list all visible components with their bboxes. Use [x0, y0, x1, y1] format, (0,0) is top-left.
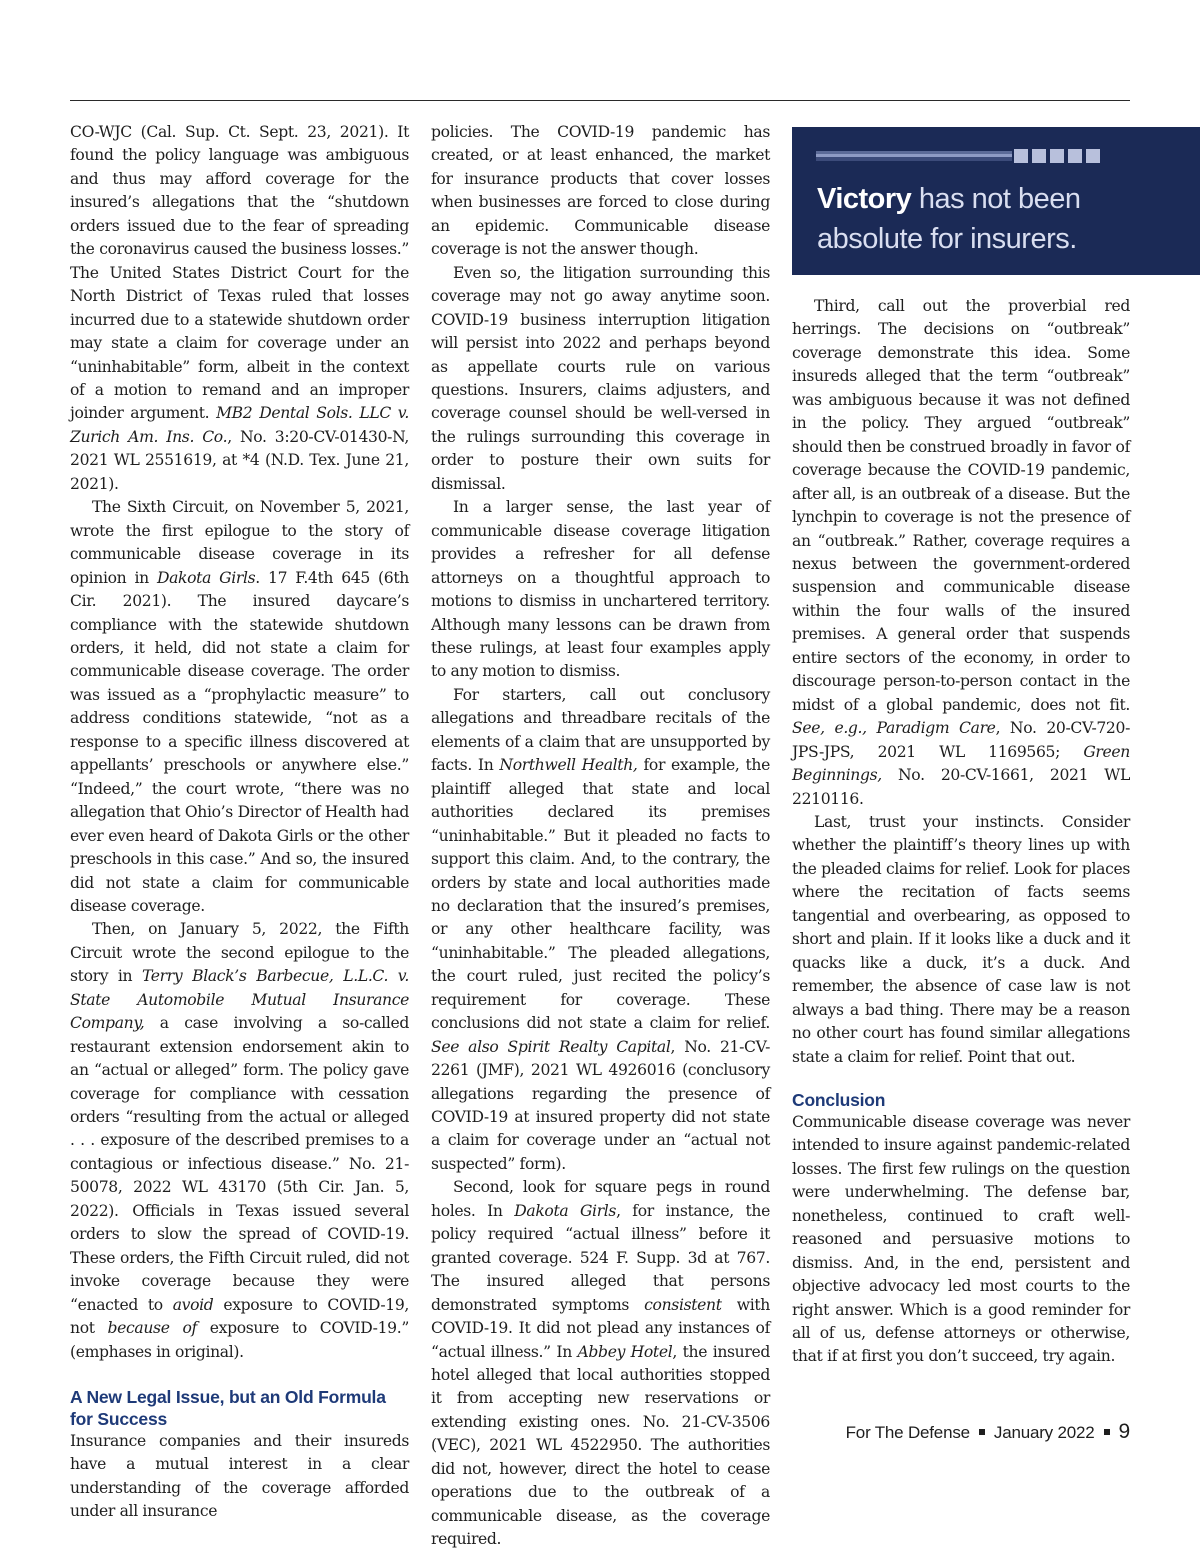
paragraph — [70, 1430, 409, 1524]
italic-text: MB2 Dental Sols. LLC v. Zurich Am. Ins. Co. — [70, 404, 410, 446]
italic-text: Terry Black’s Barbecue, L.L.C. v. State Automobile Mutual Insurance Company, — [70, 967, 410, 1033]
italic-text: See, e.g., Paradigm Care — [792, 719, 996, 738]
text-run: The Sixth Circuit, on November 5, 2021, wrote the first epilogue to the story of communicable disease coverage in its opinion in — [70, 498, 409, 587]
italic-text: avoid — [172, 1295, 214, 1314]
paragraph — [431, 121, 770, 262]
text-run: for example, the plaintiff alleged that state and local authorities declared its premises “uninhabitable.” But it pleaded no facts to support this claim. And, to the contrary, the orders by state and local authorities made no declaration that the insured’s premises, or any other healthcare facility, was “uninhabitable.” The pleaded allegations, the court ruled, just recited the policy’s requirement for coverage. These conclusions did not state a claim for relief. — [431, 756, 770, 1033]
paragraph — [70, 121, 409, 496]
text-run: Then, on January 5, 2022, the Fifth Circuit wrote the second epilogue to the story in — [70, 920, 409, 986]
text-run: exposure to COVID-19, not — [70, 1295, 409, 1338]
text-run: , No. 20-CV-720-JPS-JPS, 2021 WL 1169565; — [792, 719, 1130, 761]
italic-text: Green Beginnings, — [792, 742, 1130, 785]
page-footer — [846, 1420, 1130, 1444]
paragraph — [431, 684, 770, 1177]
pull-quote-squares — [1014, 149, 1100, 163]
column-3 — [792, 295, 1130, 1369]
text-run: CO-WJC (Cal. Sup. Ct. Sept. 23, 2021). It found the policy language was ambiguous and thus may afford coverage for the insured’s allegations that the “shutdown orders issued due to the fear of spreading the coronavirus caused the business losses.” The United States District Court for the North District of Texas ruled that losses incurred due to a statewide shutdown order may state a claim for coverage under an “uninhabitable” form, albeit in the context of a motion to remand and an improper joinder argument. — [70, 123, 409, 423]
italic-text: because of — [107, 1319, 197, 1338]
pull-quote — [792, 127, 1200, 275]
text-run: a case involving a so-called restaurant extension endorsement akin to an “actual or alleged” form. The policy gave coverage for compliance with cessation orders “resulting from the actual or alleged . . . exposure of the described premises to a contagious or infectious disease.” No. 21-50078, 2022 WL 43170 (5th Cir. Jan. 5, 2022). Officials in Texas issued several orders to slow the spread of COVID-19. These orders, the Fifth Circuit ruled, did not invoke coverage because they were “enacted to — [70, 1014, 409, 1314]
text-run: In a larger sense, the last year of communicable disease coverage litigation provides a refresher for all defense attorneys on a thoughtful approach to motions to dismiss in unchartered territory. Although many lessons can be drawn from these rulings, at least four examples apply to any motion to dismiss. — [431, 498, 770, 681]
italic-text: Abbey Hotel — [577, 1342, 673, 1361]
column-1 — [70, 121, 409, 1524]
section-heading: Conclusion — [792, 1089, 886, 1110]
pull-quote-text — [817, 179, 1187, 259]
page-number: 9 — [1118, 1420, 1130, 1443]
paragraph — [431, 1176, 770, 1551]
text-run: , the insured hotel alleged that local authorities stopped it from accepting new reservations or extending existing ones. No. 21-CV-3506 (VEC), 2021 WL 4522950. The authorities did not, however, direct the hotel to cease operations due to the outbreak of a communicable disease, as the coverage required. — [431, 1342, 770, 1549]
paragraph — [792, 295, 1130, 811]
text-run: Second, look for square pegs in round holes. In — [431, 1178, 770, 1220]
text-run: Third, call out the proverbial red herrings. The decisions on “outbreak” coverage demonstrate this idea. Some insureds alleged that the term “outbreak” was ambiguous because it was not defined in the policy. They argued “outbreak” should then be construed broadly in favor of coverage because the COVID-19 pandemic, after all, is an outbreak of a disease. But the lynchpin to coverage is not the presence of an “outbreak.” Rather, coverage requires a nexus between the government-ordered suspension and communicable disease within the four walls of the insured premises. A general order that suspends entire sectors of the economy, in order to discourage person-to-person contact in the midst of a global pandemic, does not fit. — [792, 297, 1130, 714]
bullet-separator — [1104, 1429, 1110, 1435]
text-run: exposure to COVID-19.” (emphases in original). — [70, 1319, 409, 1361]
pull-quote-bold: Victory — [817, 183, 912, 215]
paragraph — [70, 918, 409, 1364]
square — [1086, 149, 1100, 163]
pull-quote-bar — [816, 151, 1012, 161]
text-run: Insurance companies and their insureds have a mutual interest in a clear understanding of the coverage afforded under all insurance — [70, 1432, 409, 1521]
text-run: Last, trust your instincts. Consider whether the plaintiff’s theory lines up with the pleaded claims for relief. Look for places where the recitation of facts seems tangential and overbearing, as opposed to short and plain. If it looks like a duck and it quacks like a duck, it’s a duck. And remember, the absence of case law is not always a bad thing. There may be a reason no other court has found similar allegations state a claim for relief. Point that out. — [792, 812, 1130, 1066]
square — [1032, 149, 1046, 163]
text-run: policies. The COVID-19 pandemic has created, or at least enhanced, the market for insurance products that cover losses when businesses are forced to close during an epidemic. Communicable disease coverage is not the answer though. — [431, 123, 770, 259]
top-rule — [70, 100, 1130, 101]
text-run: , for instance, the policy required “actual illness” before it granted coverage. 524 F. Supp. 3d at 767. The insured alleged that persons demonstrated symptoms — [431, 1201, 770, 1314]
bullet-separator — [979, 1429, 985, 1435]
column-2 — [431, 121, 770, 1552]
paragraph — [792, 1111, 1130, 1369]
italic-text: Northwell Health, — [499, 756, 638, 775]
text-run: , No. 3:20-CV-01430-N, 2021 WL 2551619, at *4 (N.D. Tex. June 21, 2021). — [70, 427, 409, 493]
text-run: Even so, the litigation surrounding this coverage may not go away anytime soon. COVID-19 business interruption litigation will persist into 2022 and perhaps beyond as appellate courts rule on various questions. Insurers, claims adjusters, and coverage counsel should be well-versed in the rulings surrounding this coverage in order to posture their own suits for dismissal. — [431, 263, 770, 493]
paragraph — [70, 496, 409, 918]
issue-date: January 2022 — [993, 1423, 1095, 1442]
italic-text: Dakota Girls — [514, 1201, 617, 1220]
paragraph — [431, 496, 770, 684]
text-run: . 17 F.4th 645 (6th Cir. 2021). The insured daycare’s compliance with the statewide shutdown orders, it held, did not state a claim for communicable disease coverage. The order was issued as a “prophylactic measure” to address conditions statewide, “not as a response to a specific illness discovered at appellants’ preschools or anywhere else.” “Indeed,” the court wrote, “there was no allegation that Ohio’s Director of Health had ever even heard of Dakota Girls or the other preschools in this case.” And so, the insured did not state a claim for communicable disease coverage. — [70, 568, 409, 915]
text-run: with COVID-19. It did not plead any instances of “actual illness.” In — [431, 1295, 770, 1361]
section-heading: A New Legal Issue, but an Old Formula for Success — [70, 1387, 386, 1430]
text-run: No. 20-CV-1661, 2021 WL 2210116. — [792, 766, 1130, 808]
text-run: , No. 21-CV-2261 (JMF), 2021 WL 4926016 (conclusory allegations regarding the presence of COVID-19 at insured property did not state a claim for coverage under an “actual not suspected” form). — [431, 1037, 770, 1173]
square — [1068, 149, 1082, 163]
square — [1014, 149, 1028, 163]
italic-text: See also Spirit Realty Capital — [431, 1037, 671, 1056]
italic-text: Dakota Girls — [156, 568, 256, 587]
italic-text: consistent — [644, 1295, 722, 1314]
text-run: Communicable disease coverage was never intended to insure against pandemic-related losses. The first few rulings on the question were underwhelming. The defense bar, nonetheless, continued to craft well-reasoned and persuasive motions to dismiss. And, in the end, persistent and objective advocacy led most courts to the right answer. Which is a good reminder for all of us, defense attorneys or otherwise, that if at first you don’t succeed, try again. — [792, 1112, 1130, 1366]
text-run: For starters, call out conclusory allegations and threadbare recitals of the elements of a claim that are unsupported by facts. In — [431, 685, 770, 775]
square — [1050, 149, 1064, 163]
paragraph — [792, 811, 1130, 1069]
publication-name: For The Defense — [845, 1423, 970, 1442]
paragraph — [431, 262, 770, 497]
pull-quote-rest: has not been absolute for insurers. — [817, 183, 1081, 255]
